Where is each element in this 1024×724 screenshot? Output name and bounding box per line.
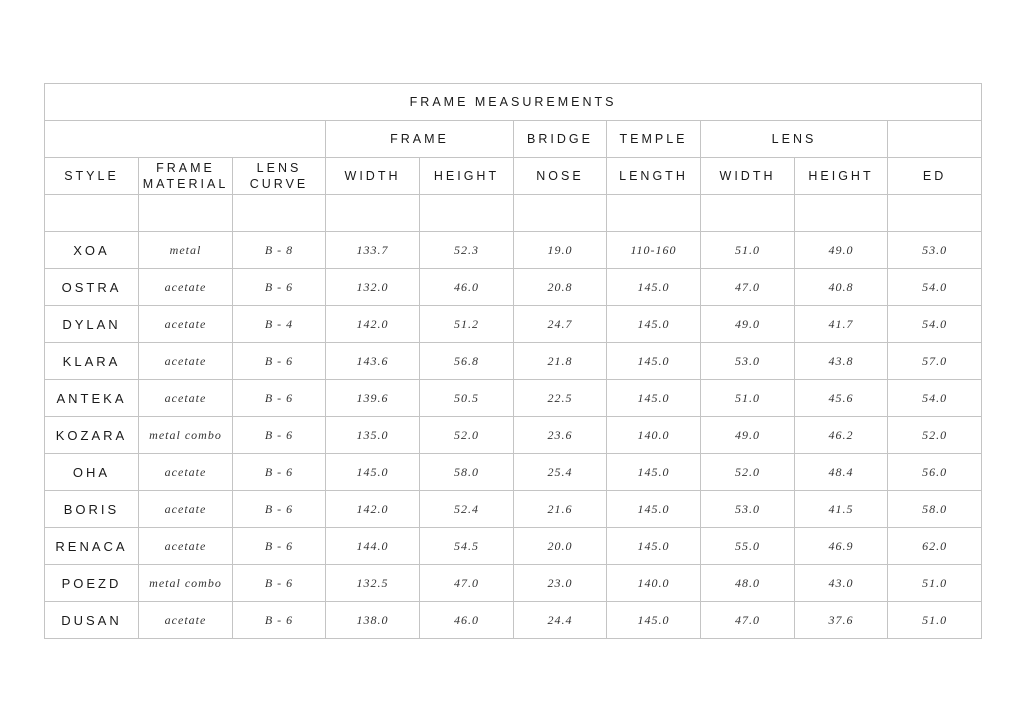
cell-lens-height: 46.2 [795, 417, 888, 454]
cell-temple-length: 145.0 [607, 343, 701, 380]
cell-frame-height: 46.0 [420, 602, 514, 639]
cell-frame-material: acetate [139, 306, 233, 343]
cell-lens-curve: B - 6 [233, 565, 326, 602]
cell-lens-width: 49.0 [701, 417, 795, 454]
cell-frame-width: 132.0 [326, 269, 420, 306]
cell-lens-width: 47.0 [701, 269, 795, 306]
table-row [45, 565, 982, 602]
cell-style: POEZD [45, 565, 139, 602]
group-header-ed-empty [888, 121, 982, 158]
cell-frame-height: 52.0 [420, 417, 514, 454]
cell-style: KLARA [45, 343, 139, 380]
column-header-bridge-nose: NOSE [514, 158, 607, 195]
blank-cell [139, 195, 233, 232]
cell-style: RENACA [45, 528, 139, 565]
cell-bridge-nose: 24.4 [514, 602, 607, 639]
cell-frame-width: 143.6 [326, 343, 420, 380]
cell-lens-width: 53.0 [701, 491, 795, 528]
cell-lens-width: 48.0 [701, 565, 795, 602]
cell-temple-length: 110-160 [607, 232, 701, 269]
blank-cell [420, 195, 514, 232]
cell-frame-width: 144.0 [326, 528, 420, 565]
cell-lens-curve: B - 6 [233, 380, 326, 417]
group-header-empty [45, 121, 326, 158]
cell-lens-curve: B - 6 [233, 417, 326, 454]
cell-ed: 51.0 [888, 565, 982, 602]
cell-frame-width: 138.0 [326, 602, 420, 639]
table-row [45, 491, 982, 528]
cell-frame-height: 58.0 [420, 454, 514, 491]
cell-frame-material: metal [139, 232, 233, 269]
group-header-lens: LENS [701, 121, 888, 158]
blank-cell [45, 195, 139, 232]
blank-cell [607, 195, 701, 232]
group-header-frame: FRAME [326, 121, 514, 158]
cell-ed: 57.0 [888, 343, 982, 380]
cell-lens-curve: B - 6 [233, 491, 326, 528]
column-header-frame-width: WIDTH [326, 158, 420, 195]
cell-ed: 53.0 [888, 232, 982, 269]
cell-bridge-nose: 19.0 [514, 232, 607, 269]
table-row [45, 417, 982, 454]
column-header-lens-curve [233, 158, 326, 195]
cell-lens-width: 49.0 [701, 306, 795, 343]
blank-cell [701, 195, 795, 232]
blank-cell [888, 195, 982, 232]
cell-temple-length: 145.0 [607, 380, 701, 417]
cell-frame-width: 145.0 [326, 454, 420, 491]
blank-spacer-row [45, 195, 982, 232]
cell-lens-width: 51.0 [701, 232, 795, 269]
cell-lens-width: 47.0 [701, 602, 795, 639]
table-row [45, 269, 982, 306]
cell-frame-material: acetate [139, 269, 233, 306]
cell-temple-length: 145.0 [607, 454, 701, 491]
cell-ed: 54.0 [888, 380, 982, 417]
cell-bridge-nose: 21.6 [514, 491, 607, 528]
cell-frame-material: metal combo [139, 417, 233, 454]
cell-temple-length: 140.0 [607, 565, 701, 602]
cell-frame-width: 142.0 [326, 306, 420, 343]
cell-lens-curve: B - 8 [233, 232, 326, 269]
table-row [45, 454, 982, 491]
column-header-ed: ED [888, 158, 982, 195]
group-header-temple: TEMPLE [607, 121, 701, 158]
group-header-bridge: BRIDGE [514, 121, 607, 158]
cell-lens-height: 48.4 [795, 454, 888, 491]
column-header-frame-material-line1: FRAME [156, 161, 215, 175]
cell-lens-width: 55.0 [701, 528, 795, 565]
table-row [45, 306, 982, 343]
cell-lens-curve: B - 6 [233, 528, 326, 565]
cell-frame-height: 50.5 [420, 380, 514, 417]
blank-cell [326, 195, 420, 232]
cell-temple-length: 140.0 [607, 417, 701, 454]
cell-frame-height: 51.2 [420, 306, 514, 343]
frame-measurements-table [44, 83, 982, 639]
table-row [45, 343, 982, 380]
cell-temple-length: 145.0 [607, 306, 701, 343]
cell-frame-material: acetate [139, 454, 233, 491]
cell-lens-curve: B - 6 [233, 269, 326, 306]
cell-lens-height: 41.7 [795, 306, 888, 343]
cell-ed: 54.0 [888, 306, 982, 343]
cell-frame-width: 139.6 [326, 380, 420, 417]
cell-frame-width: 132.5 [326, 565, 420, 602]
cell-frame-height: 52.4 [420, 491, 514, 528]
cell-lens-height: 49.0 [795, 232, 888, 269]
cell-style: DUSAN [45, 602, 139, 639]
cell-frame-material: acetate [139, 528, 233, 565]
column-header-frame-material [139, 158, 233, 195]
table-row [45, 232, 982, 269]
cell-frame-material: acetate [139, 343, 233, 380]
cell-frame-height: 54.5 [420, 528, 514, 565]
cell-frame-material: acetate [139, 380, 233, 417]
table-row [45, 380, 982, 417]
cell-lens-width: 51.0 [701, 380, 795, 417]
cell-bridge-nose: 22.5 [514, 380, 607, 417]
cell-frame-height: 52.3 [420, 232, 514, 269]
cell-style: OSTRA [45, 269, 139, 306]
cell-ed: 52.0 [888, 417, 982, 454]
cell-frame-height: 46.0 [420, 269, 514, 306]
cell-lens-curve: B - 6 [233, 602, 326, 639]
cell-lens-height: 46.9 [795, 528, 888, 565]
cell-bridge-nose: 20.8 [514, 269, 607, 306]
cell-temple-length: 145.0 [607, 528, 701, 565]
table-row [45, 528, 982, 565]
cell-frame-width: 133.7 [326, 232, 420, 269]
cell-style: KOZARA [45, 417, 139, 454]
blank-cell [514, 195, 607, 232]
table-title: FRAME MEASUREMENTS [45, 84, 982, 121]
column-header-lens-curve-line1: LENS [256, 161, 302, 175]
cell-bridge-nose: 23.0 [514, 565, 607, 602]
cell-bridge-nose: 24.7 [514, 306, 607, 343]
blank-cell [233, 195, 326, 232]
cell-bridge-nose: 20.0 [514, 528, 607, 565]
cell-frame-material: acetate [139, 491, 233, 528]
column-header-frame-material-line2: MATERIAL [142, 177, 229, 191]
blank-cell [795, 195, 888, 232]
cell-style: OHA [45, 454, 139, 491]
cell-temple-length: 145.0 [607, 491, 701, 528]
cell-style: XOA [45, 232, 139, 269]
cell-lens-height: 37.6 [795, 602, 888, 639]
cell-frame-material: metal combo [139, 565, 233, 602]
cell-frame-width: 135.0 [326, 417, 420, 454]
cell-frame-height: 56.8 [420, 343, 514, 380]
cell-ed: 54.0 [888, 269, 982, 306]
cell-temple-length: 145.0 [607, 269, 701, 306]
cell-style: BORIS [45, 491, 139, 528]
cell-ed: 56.0 [888, 454, 982, 491]
cell-lens-height: 45.6 [795, 380, 888, 417]
column-header-frame-height: HEIGHT [420, 158, 514, 195]
cell-bridge-nose: 25.4 [514, 454, 607, 491]
cell-ed: 58.0 [888, 491, 982, 528]
column-header-lens-height: HEIGHT [795, 158, 888, 195]
cell-ed: 62.0 [888, 528, 982, 565]
cell-frame-height: 47.0 [420, 565, 514, 602]
cell-bridge-nose: 23.6 [514, 417, 607, 454]
cell-style: ANTEKA [45, 380, 139, 417]
cell-lens-curve: B - 6 [233, 454, 326, 491]
cell-frame-width: 142.0 [326, 491, 420, 528]
column-header-lens-curve-line2: CURVE [249, 177, 309, 191]
cell-lens-height: 40.8 [795, 269, 888, 306]
table-row [45, 602, 982, 639]
cell-ed: 51.0 [888, 602, 982, 639]
column-header-style: STYLE [45, 158, 139, 195]
cell-lens-height: 43.8 [795, 343, 888, 380]
cell-temple-length: 145.0 [607, 602, 701, 639]
column-header-lens-width: WIDTH [701, 158, 795, 195]
cell-lens-height: 43.0 [795, 565, 888, 602]
cell-lens-height: 41.5 [795, 491, 888, 528]
cell-frame-material: acetate [139, 602, 233, 639]
cell-lens-width: 52.0 [701, 454, 795, 491]
cell-style: DYLAN [45, 306, 139, 343]
cell-lens-curve: B - 6 [233, 343, 326, 380]
cell-bridge-nose: 21.8 [514, 343, 607, 380]
column-header-temple-length: LENGTH [607, 158, 701, 195]
cell-lens-width: 53.0 [701, 343, 795, 380]
cell-lens-curve: B - 4 [233, 306, 326, 343]
